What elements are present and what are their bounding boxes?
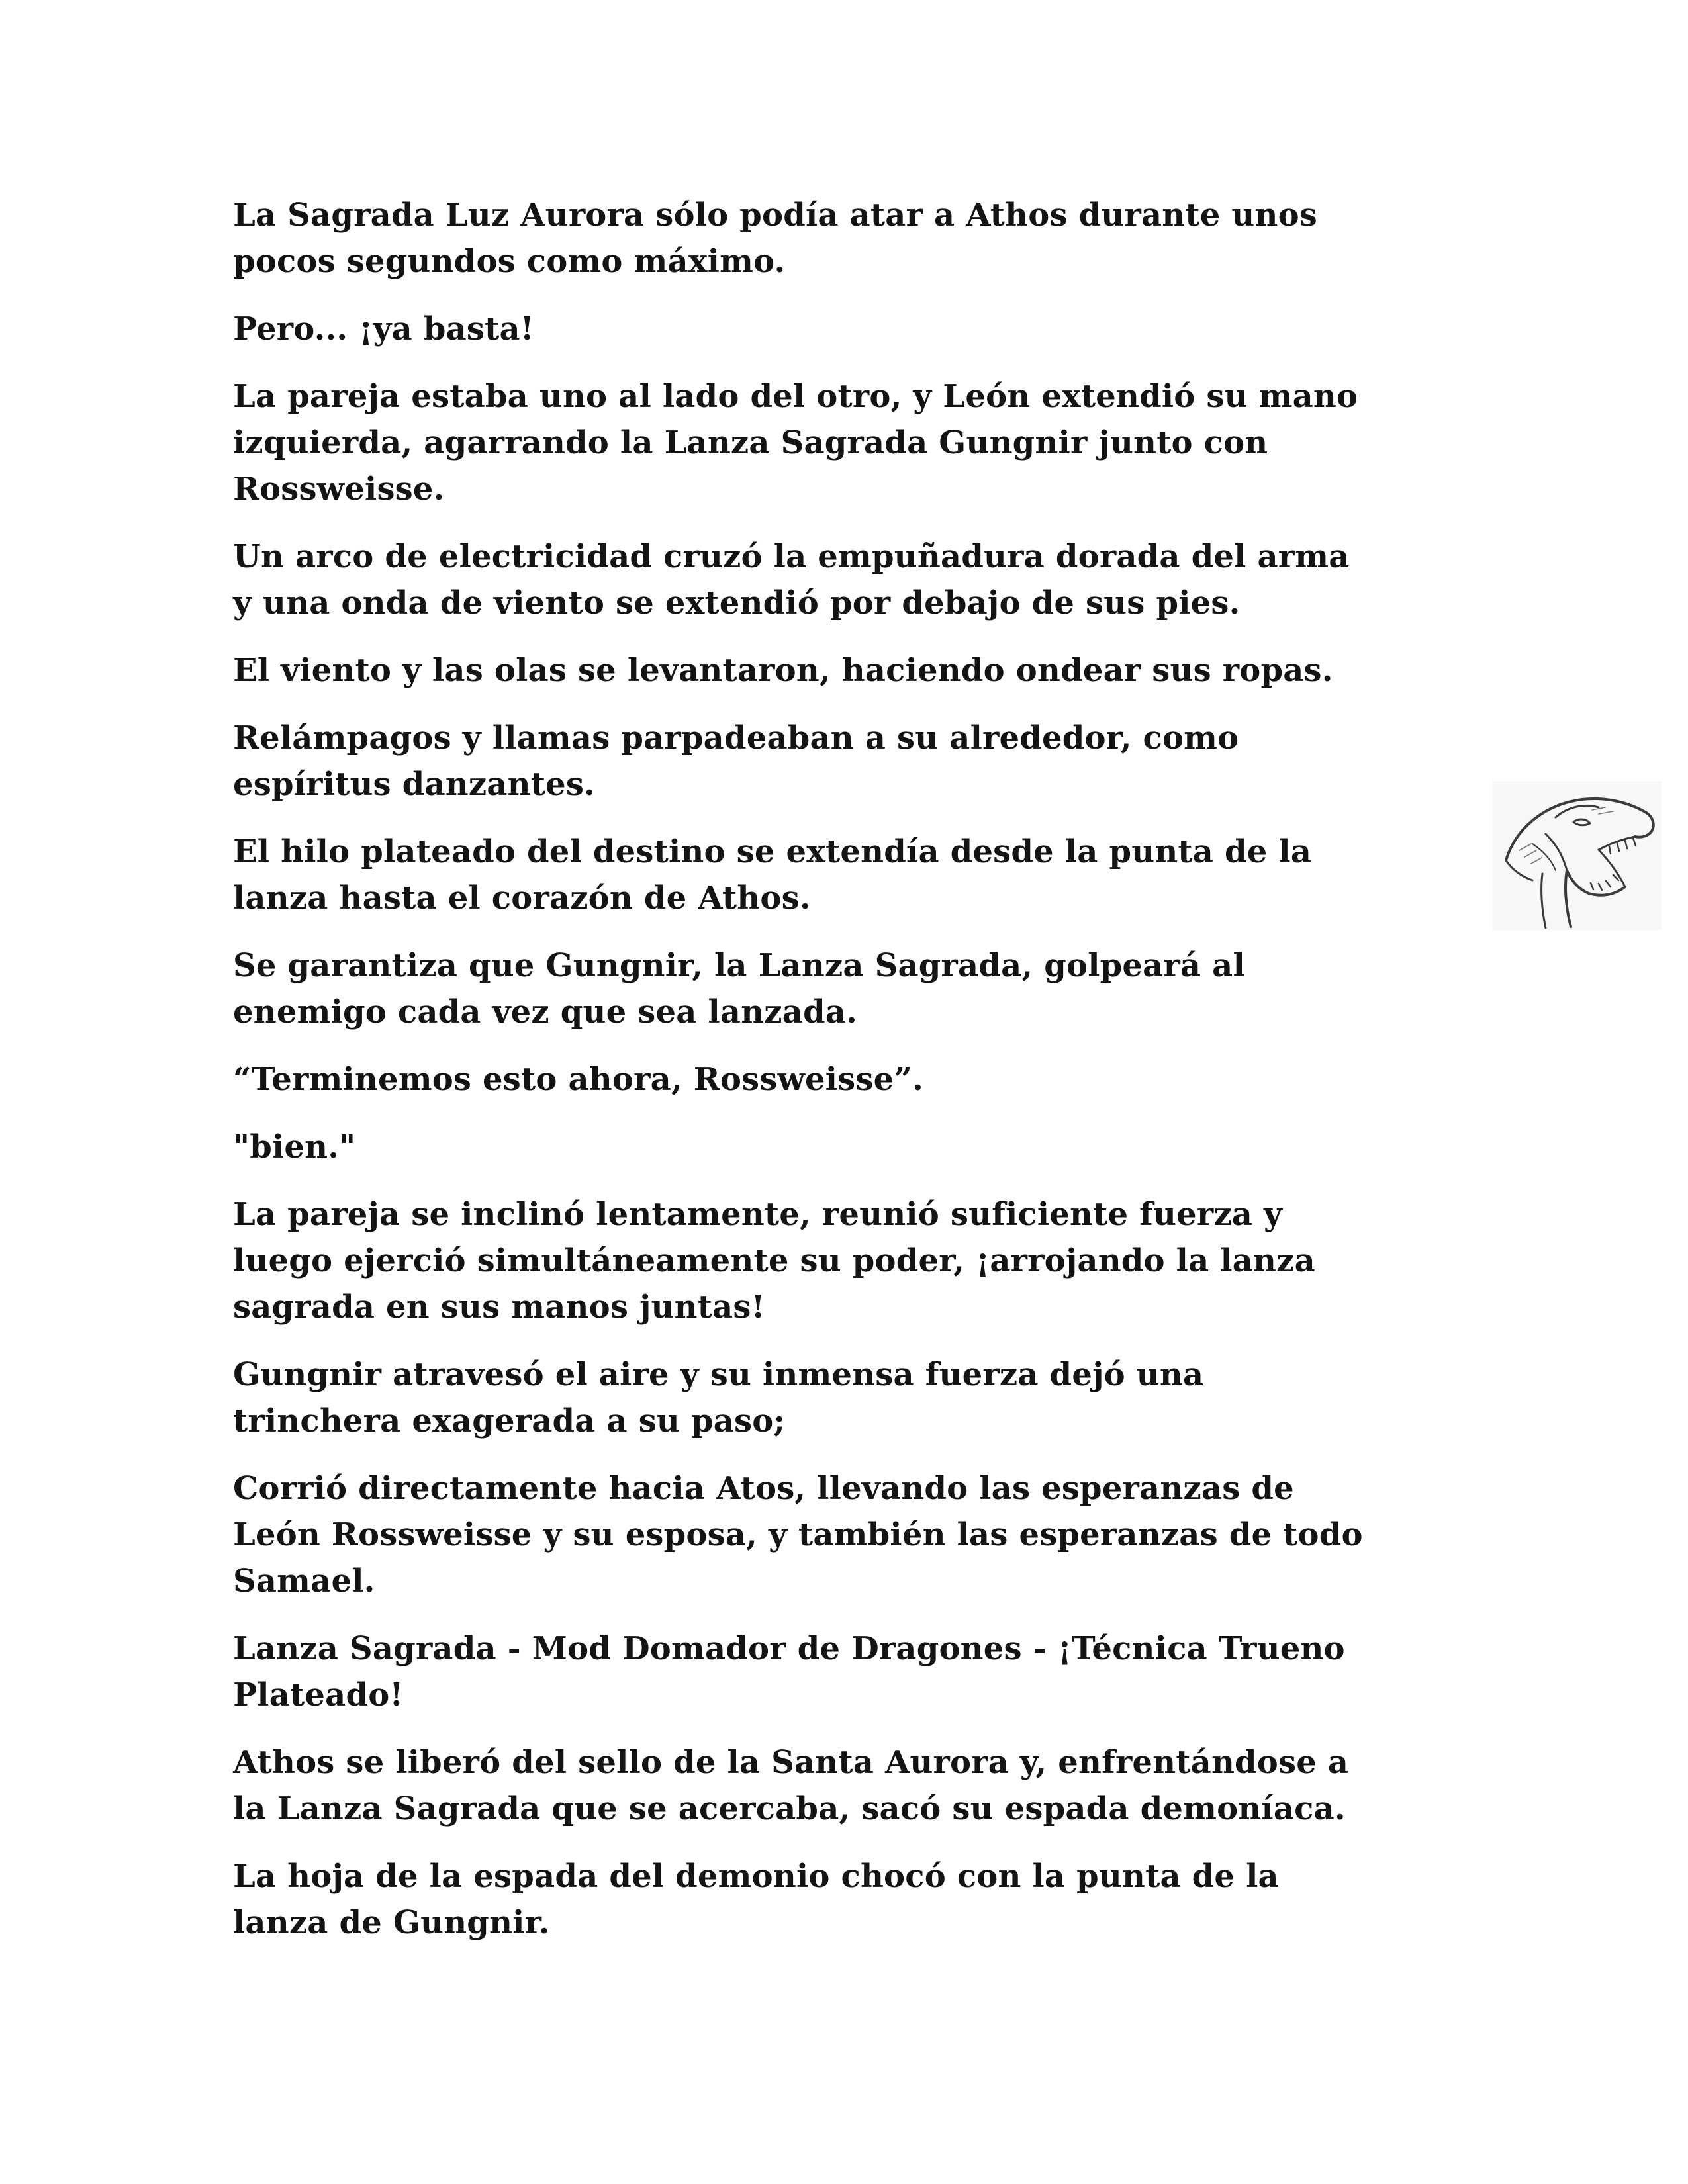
paragraph-2: Pero... ¡ya basta! bbox=[233, 310, 535, 347]
paragraph-14: Lanza Sagrada - Mod Domador de Dragones - ¡Técnica Trueno Plateado! bbox=[233, 1630, 1345, 1713]
paragraph-12: Gungnir atravesó el aire y su inmensa fuerza dejó una trinchera exagerada a su paso; bbox=[233, 1356, 1204, 1439]
paragraph-13: Corrió directamente hacia Atos, llevando las esperanzas de León Rossweisse y su esposa, y también las esperanzas de todo Samael. bbox=[233, 1470, 1363, 1600]
paragraph-16: La hoja de la espada del demonio chocó con la punta de la lanza de Gungnir. bbox=[233, 1858, 1279, 1941]
dinosaur-head-sketch-icon bbox=[1493, 781, 1662, 930]
paragraph-9: “Terminemos esto ahora, Rossweisse”. bbox=[233, 1061, 924, 1098]
paragraph-8: Se garantiza que Gungnir, la Lanza Sagrada, golpeará al enemigo cada vez que sea lanzada. bbox=[233, 947, 1245, 1030]
paragraph-11: La pareja se inclinó lentamente, reunió suficiente fuerza y luego ejerció simultáneamente su poder, ¡arrojando la lanza sagrada en sus manos juntas! bbox=[233, 1196, 1315, 1326]
paragraph-3: La pareja estaba uno al lado del otro, y León extendió su mano izquierda, agarrando la Lanza Sagrada Gungnir junto con Rossweisse. bbox=[233, 378, 1358, 508]
body-text bbox=[233, 192, 1464, 1967]
paragraph-15: Athos se liberó del sello de la Santa Aurora y, enfrentándose a la Lanza Sagrada que se acercaba, sacó su espada demoníaca. bbox=[233, 1744, 1349, 1827]
paragraph-6: Relámpagos y llamas parpadeaban a su alrededor, como espíritus danzantes. bbox=[233, 719, 1239, 803]
paragraph-10: "bien." bbox=[233, 1128, 356, 1165]
paragraph-4: Un arco de electricidad cruzó la empuñadura dorada del arma y una onda de viento se extendió por debajo de sus pies. bbox=[233, 538, 1350, 621]
paragraph-1: La Sagrada Luz Aurora sólo podía atar a Athos durante unos pocos segundos como máximo. bbox=[233, 197, 1318, 280]
paragraph-7: El hilo plateado del destino se extendía desde la punta de la lanza hasta el corazón de Athos. bbox=[233, 833, 1312, 917]
paragraph-5: El viento y las olas se levantaron, haciendo ondear sus ropas. bbox=[233, 652, 1333, 689]
